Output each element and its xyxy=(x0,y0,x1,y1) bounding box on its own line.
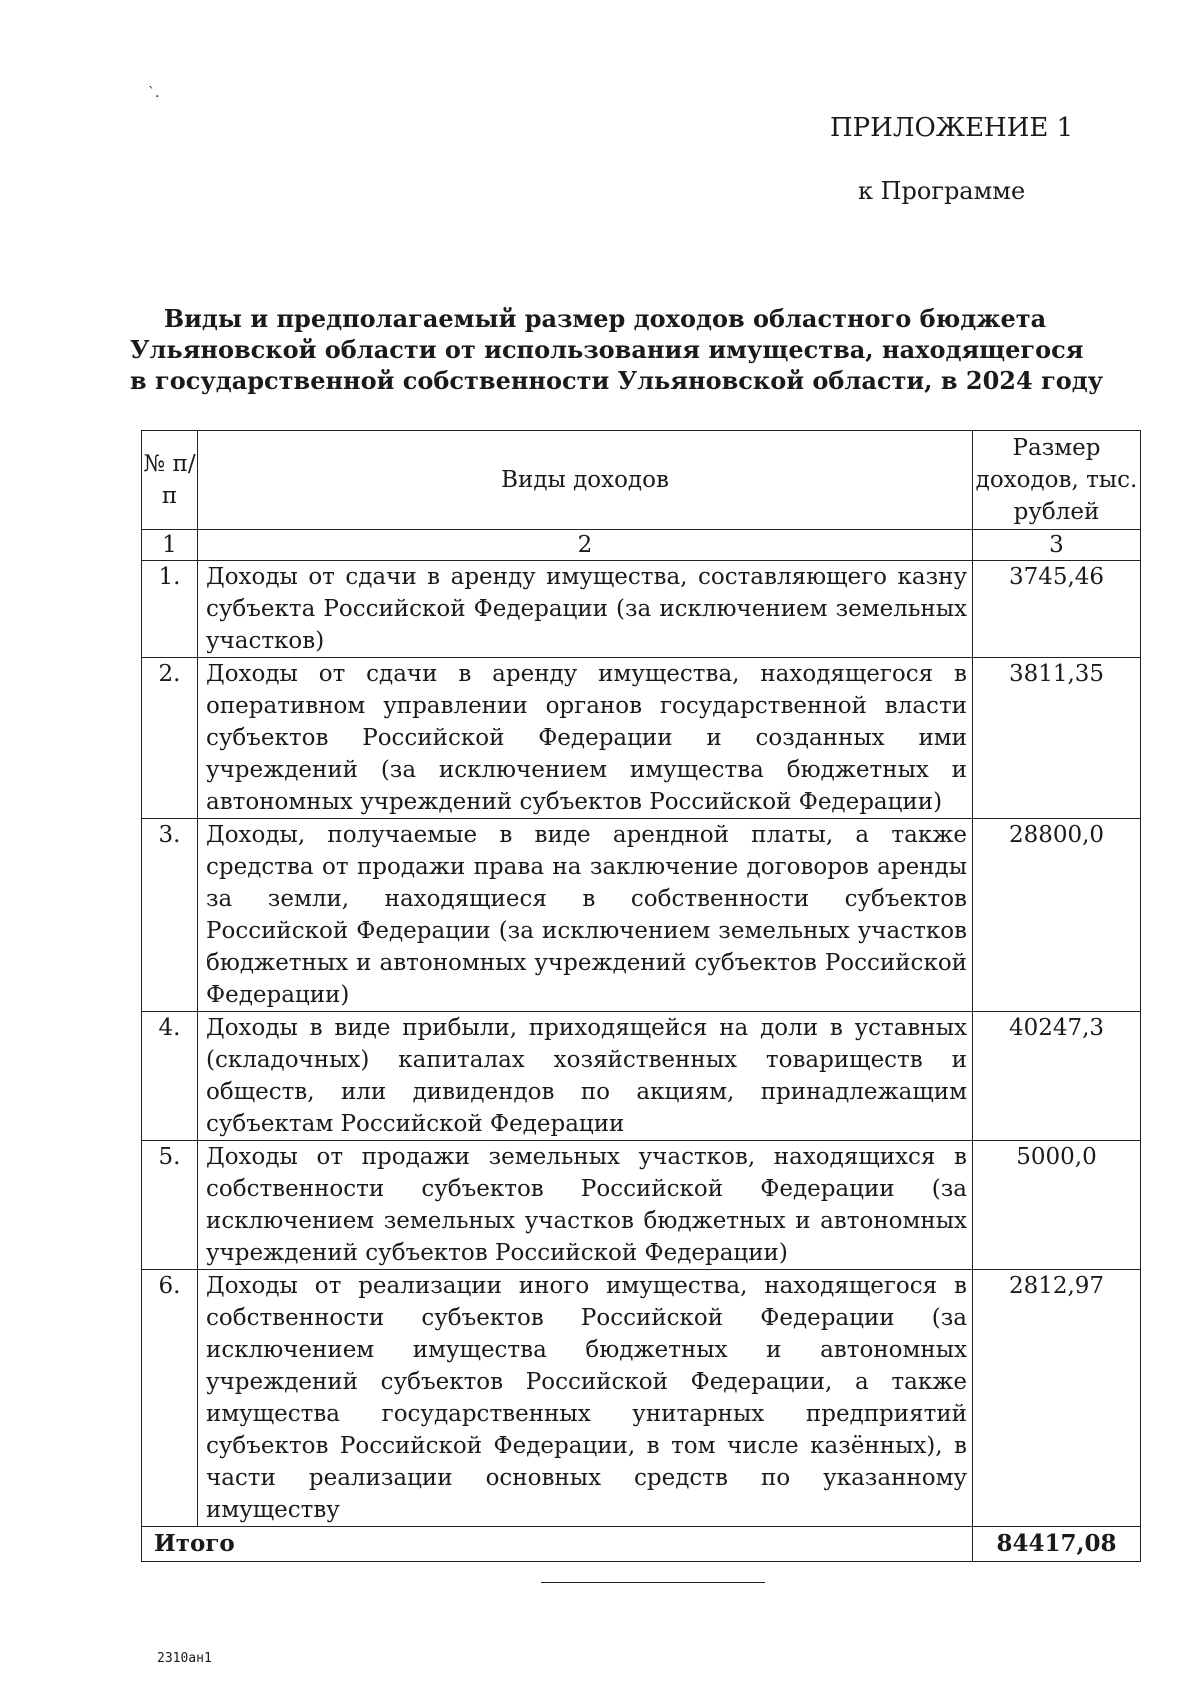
row-amount: 28800,0 xyxy=(973,819,1141,1012)
income-table xyxy=(141,430,1141,1562)
table-row xyxy=(142,561,1141,658)
row-amount: 3745,46 xyxy=(973,561,1141,658)
table-row xyxy=(142,1270,1141,1527)
row-number: 3. xyxy=(142,819,198,1012)
row-number: 2. xyxy=(142,658,198,819)
stray-mark: `. xyxy=(148,85,160,101)
row-amount: 5000,0 xyxy=(973,1141,1141,1270)
row-number: 4. xyxy=(142,1012,198,1141)
row-number: 5. xyxy=(142,1141,198,1270)
total-row xyxy=(142,1527,1141,1562)
row-description: Доходы от продажи земельных участков, находящихся в собственности субъектов Российской Федерации (за исключением земельных участков бюджетных и автономных учреждений субъектов Российской Федерации) xyxy=(198,1141,973,1270)
header-amount: Размер доходов, тыс. рублей xyxy=(973,431,1141,530)
row-number: 6. xyxy=(142,1270,198,1527)
row-amount: 2812,97 xyxy=(973,1270,1141,1527)
table-row xyxy=(142,1141,1141,1270)
header-income-type: Виды доходов xyxy=(198,431,973,530)
column-number: 3 xyxy=(973,530,1141,561)
row-description: Доходы, получаемые в виде арендной платы, а также средства от продажи права на заключение договоров аренды за земли, находящиеся в собственности субъектов Российской Федерации (за исключением земельных участков бюджетных и автономных учреждений субъектов Российской Федерации) xyxy=(198,819,973,1012)
row-amount: 3811,35 xyxy=(973,658,1141,819)
document-title-line-2: Ульяновской области от использования имущества, находящегося xyxy=(130,335,1084,364)
document-title-line-3: в государственной собственности Ульяновской области, в 2024 году xyxy=(130,366,1104,395)
total-amount: 84417,08 xyxy=(973,1527,1141,1562)
table-row xyxy=(142,1012,1141,1141)
row-description: Доходы в виде прибыли, приходящейся на доли в уставных (складочных) капиталах хозяйственных товариществ и обществ, или дивидендов по акциям, принадлежащим субъектам Российской Федерации xyxy=(198,1012,973,1141)
row-description: Доходы от сдачи в аренду имущества, составляющего казну субъекта Российской Федерации (за исключением земельных участков) xyxy=(198,561,973,658)
table-header-row xyxy=(142,431,1141,530)
table-row xyxy=(142,819,1141,1012)
row-description: Доходы от сдачи в аренду имущества, находящегося в оперативном управлении органов государственной власти субъектов Российской Федерации и созданных ими учреждений (за исключением имущества бюджетных и автономных учреждений субъектов Российской Федерации) xyxy=(198,658,973,819)
column-number: 1 xyxy=(142,530,198,561)
appendix-subtitle: к Программе xyxy=(858,177,1026,205)
footer-divider xyxy=(541,1582,765,1583)
total-label: Итого xyxy=(142,1527,973,1562)
row-description: Доходы от реализации иного имущества, находящегося в собственности субъектов Российской Федерации (за исключением имущества бюджетных и автономных учреждений субъектов Российской Федерации, а также имущества государственных унитарных предприятий субъектов Российской Федерации, в том числе казённых), в части реализации основных средств по указанному имуществу xyxy=(198,1270,973,1527)
document-title-line-1: Виды и предполагаемый размер доходов областного бюджета xyxy=(163,304,1047,333)
header-number: № п/п xyxy=(142,431,198,530)
column-number: 2 xyxy=(198,530,973,561)
document-title xyxy=(130,303,1104,396)
row-number: 1. xyxy=(142,561,198,658)
appendix-title: ПРИЛОЖЕНИЕ 1 xyxy=(830,113,1074,143)
row-amount: 40247,3 xyxy=(973,1012,1141,1141)
document-code: 2310ан1 xyxy=(157,1651,212,1666)
table-row xyxy=(142,658,1141,819)
column-number-row xyxy=(142,530,1141,561)
